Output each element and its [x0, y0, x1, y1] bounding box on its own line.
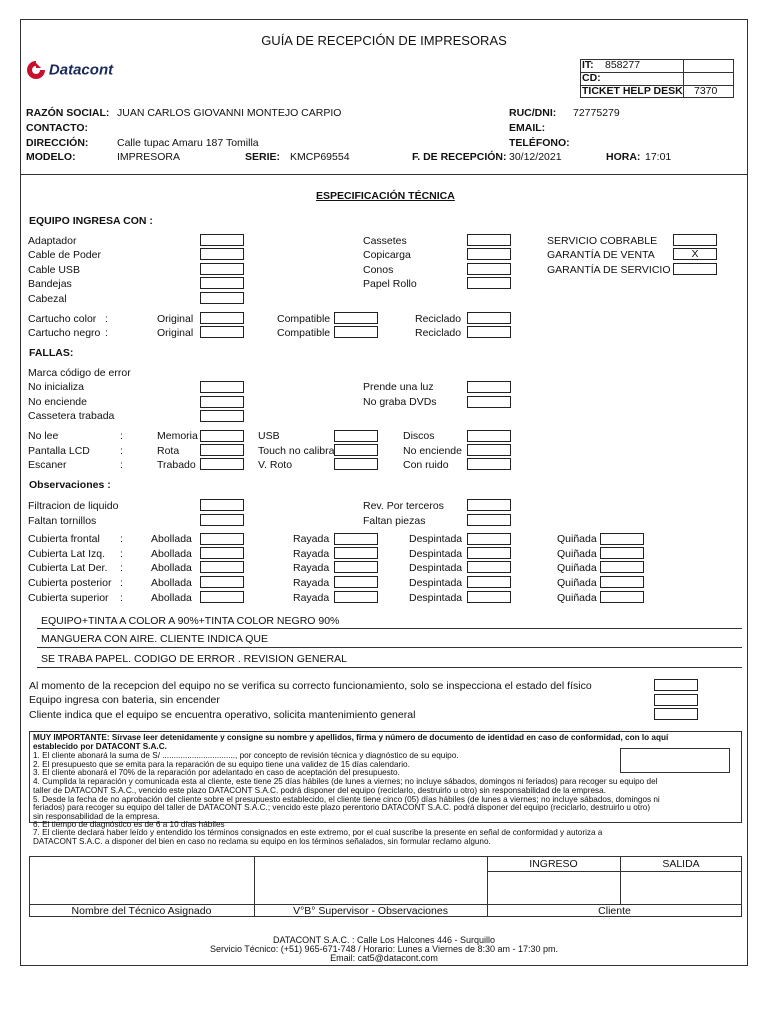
check-box[interactable]	[334, 533, 378, 545]
garantia-venta-label: GARANTÍA DE VENTA	[547, 249, 655, 261]
important-item: sin responsabilidad de la empresa.	[33, 812, 160, 821]
falla-grid-label: Escaner	[28, 459, 67, 471]
cartucho-original: Original	[157, 327, 194, 339]
check-box[interactable]	[334, 458, 378, 470]
check-box[interactable]	[200, 499, 244, 511]
colon: :	[120, 445, 123, 457]
important-item: 3. El cliente abonará el 70% de la reparación por adelantado en caso de aceptación del presupuesto.	[33, 768, 400, 777]
garantia-servicio-box[interactable]	[673, 263, 717, 275]
falla-grid-c: Discos	[403, 430, 435, 442]
cartucho-label: Cartucho color	[28, 313, 97, 325]
falla-grid-a: Trabado	[157, 459, 196, 471]
cartucho-reciclado: Reciclado	[415, 313, 462, 325]
check-box[interactable]	[467, 444, 511, 456]
razon-label: RAZÓN SOCIAL:	[26, 107, 110, 119]
falla-item: Prende una luz	[363, 381, 434, 393]
direccion-label: DIRECCIÓN:	[26, 137, 89, 149]
email-label: EMAIL:	[509, 122, 546, 134]
obs-item: Faltan tornillos	[28, 515, 97, 527]
garantia-venta-box[interactable]: X	[673, 248, 717, 260]
check-box[interactable]	[654, 694, 698, 706]
check-box[interactable]	[200, 248, 244, 260]
servicio-cobrable-box[interactable]	[673, 234, 717, 246]
check-box[interactable]	[600, 576, 644, 588]
fallas-title: FALLAS:	[29, 347, 74, 359]
logo-text: Datacont	[48, 61, 114, 79]
cubierta-abollada: Abollada	[151, 533, 192, 545]
colon: :	[120, 592, 123, 604]
cubierta-quinada: Quiñada	[557, 577, 597, 589]
check-box[interactable]	[200, 458, 244, 470]
obs-title: Observaciones :	[29, 479, 111, 491]
colon: :	[120, 533, 123, 545]
check-box[interactable]	[654, 679, 698, 691]
obs-item: Filtracion de liquido	[28, 500, 119, 512]
telefono-label: TELÉFONO:	[509, 137, 570, 149]
check-box[interactable]	[467, 499, 511, 511]
datacont-logo	[26, 60, 113, 80]
check-box[interactable]	[654, 708, 698, 720]
status-line: Al momento de la recepcion del equipo no se verifica su correcto funcionamiento, solo se inspecciona el estado del físico	[29, 680, 592, 692]
important-item: 5. Desde la fecha de no aprobación del cliente sobre el presupuesto establecido, el cliente tiene cinco (05) días hábiles (de lunes a viernes; no incluye sábados, domingos ni	[33, 795, 660, 804]
cubierta-rayada: Rayada	[293, 577, 330, 589]
check-box[interactable]	[200, 561, 244, 573]
falla-item: No graba DVDs	[363, 396, 437, 408]
cartucho-reciclado: Reciclado	[415, 327, 462, 339]
falla-item: Cassetera trabada	[28, 410, 115, 422]
check-box[interactable]	[467, 561, 511, 573]
cubierta-label: Cubierta frontal	[28, 533, 100, 545]
check-box[interactable]	[467, 396, 511, 408]
important-item: DATACONT S.A.C. a disponer del bien en caso no reclama su equipo en los términos señalados, sin formular reclamo alguno.	[33, 837, 491, 846]
check-box[interactable]	[600, 561, 644, 573]
colon: :	[120, 577, 123, 589]
cubierta-quinada: Quiñada	[557, 533, 597, 545]
servicio-cobrable-label: SERVICIO COBRABLE	[547, 235, 658, 247]
tecnico-label: Nombre del Técnico Asignado	[71, 905, 212, 917]
serie-value: KMCP69554	[290, 151, 350, 163]
page-title: GUÍA DE RECEPCIÓN DE IMPRESORAS	[261, 33, 507, 48]
equipo-item: Conos	[363, 264, 394, 276]
check-box[interactable]	[467, 576, 511, 588]
cubierta-despintada: Despintada	[409, 533, 463, 545]
datacont-logo-icon	[26, 60, 46, 80]
colon: :	[120, 430, 123, 442]
cartucho-compatible: Compatible	[277, 327, 331, 339]
cubierta-quinada: Quiñada	[557, 592, 597, 604]
falla-grid-c: Con ruido	[403, 459, 449, 471]
equipo-item: Bandejas	[28, 278, 72, 290]
cubierta-abollada: Abollada	[151, 548, 192, 560]
check-box[interactable]	[200, 444, 244, 456]
colon: :	[105, 327, 108, 339]
obs-item: Rev. Por terceros	[363, 500, 444, 512]
equipo-item: Cable USB	[28, 264, 80, 276]
hora-label: HORA:	[606, 151, 641, 163]
check-box[interactable]	[334, 561, 378, 573]
cliente-label: Cliente	[598, 905, 631, 917]
check-box[interactable]	[200, 591, 244, 603]
contacto-label: CONTACTO:	[26, 122, 89, 134]
check-box[interactable]	[467, 277, 511, 289]
razon-value: JUAN CARLOS GIOVANNI MONTEJO CARPIO	[117, 107, 342, 119]
check-box[interactable]	[200, 234, 244, 246]
hora-value: 17:01	[645, 151, 672, 163]
ticket-label: TICKET HELP DESK	[582, 85, 683, 97]
cubierta-rayada: Rayada	[293, 533, 330, 545]
check-box[interactable]	[467, 312, 511, 324]
cubierta-despintada: Despintada	[409, 577, 463, 589]
important-heading-2: establecido por DATACONT S.A.C.	[33, 742, 167, 751]
cubierta-abollada: Abollada	[151, 577, 192, 589]
falla-grid-a: Memoria	[157, 430, 198, 442]
spec-title: ESPECIFICACIÓN TÉCNICA	[316, 190, 455, 202]
cd-label: CD:	[582, 72, 601, 84]
supervisor-label: V°B° Supervisor - Observaciones	[293, 905, 448, 917]
equipo-item: Cassetes	[363, 235, 407, 247]
falla-grid-b: USB	[258, 430, 280, 442]
header-divider	[20, 174, 748, 175]
important-item: 4. Cumplida la reparación y comunicada esta al cliente, este tiene 25 días hábiles (de lunes a viernes; no incluye sábados, domingos ni feriados) para recoger su equipo del	[33, 777, 658, 786]
footer-line: DATACONT S.A.C. : Calle Los Halcones 446 - Surquillo	[272, 935, 496, 945]
falla-item: No enciende	[28, 396, 87, 408]
falla-grid-b: V. Roto	[258, 459, 293, 471]
serie-label: SERIE:	[245, 151, 281, 163]
equipo-title: EQUIPO INGRESA CON :	[29, 215, 153, 227]
check-box[interactable]	[467, 234, 511, 246]
direccion-value: Calle tupac Amaru 187 Tomilla	[117, 137, 259, 149]
status-line: Equipo ingresa con bateria, sin encender	[29, 694, 220, 706]
check-box[interactable]	[200, 381, 244, 393]
cubierta-label: Cubierta Lat Izq.	[28, 548, 106, 560]
colon: :	[120, 459, 123, 471]
check-box[interactable]	[467, 591, 511, 603]
check-box[interactable]	[200, 396, 244, 408]
modelo-value: IMPRESORA	[117, 151, 181, 163]
signature-box[interactable]	[620, 748, 730, 773]
colon: :	[120, 548, 123, 560]
check-box[interactable]	[200, 326, 244, 338]
check-box[interactable]	[334, 430, 378, 442]
cubierta-quinada: Quiñada	[557, 548, 597, 560]
falla-grid-b: Touch no calibra	[258, 445, 335, 457]
fecha-value: 30/12/2021	[509, 151, 562, 163]
check-box[interactable]	[467, 533, 511, 545]
check-box[interactable]	[334, 326, 378, 338]
check-box[interactable]	[200, 263, 244, 275]
check-box[interactable]	[200, 312, 244, 324]
note-line: MANGUERA CON AIRE. CLIENTE INDICA QUE	[41, 633, 268, 645]
salida-label: SALIDA	[662, 858, 700, 870]
cubierta-label: Cubierta superior	[28, 592, 109, 604]
cartucho-original: Original	[157, 313, 194, 325]
equipo-item: Cable de Poder	[28, 249, 101, 261]
check-box[interactable]	[200, 547, 244, 559]
cubierta-despintada: Despintada	[409, 548, 463, 560]
cubierta-abollada: Abollada	[151, 592, 192, 604]
falla-item: No inicializa	[28, 381, 85, 393]
check-box[interactable]	[334, 591, 378, 603]
check-box[interactable]	[467, 430, 511, 442]
cubierta-rayada: Rayada	[293, 562, 330, 574]
check-box[interactable]	[334, 312, 378, 324]
cartucho-compatible: Compatible	[277, 313, 331, 325]
important-item: 6. El tiempo de diagnóstico es de 6 a 10 días hábiles	[33, 820, 225, 829]
garantia-servicio-label: GARANTÍA DE SERVICIO	[547, 264, 671, 276]
check-box[interactable]	[200, 277, 244, 289]
check-box[interactable]	[467, 547, 511, 559]
check-box[interactable]	[200, 514, 244, 526]
check-box[interactable]	[200, 533, 244, 545]
check-box[interactable]	[334, 547, 378, 559]
important-item: taller de DATACONT S.A.C., vencido este plazo DATACONT S.A.C. podrá disponer del equipo (reciclarlo, destruirlo u otro) sin responsabilidad de la empresa.	[33, 786, 606, 795]
note-line: SE TRABA PAPEL. CODIGO DE ERROR . REVISION GENERAL	[41, 653, 347, 665]
colon: :	[120, 562, 123, 574]
ingreso-label: INGRESO	[529, 858, 578, 870]
check-box[interactable]	[600, 591, 644, 603]
note-line: EQUIPO+TINTA A COLOR A 90%+TINTA COLOR NEGRO 90%	[41, 615, 340, 627]
ticket-value: 7370	[694, 85, 718, 97]
falla-grid-c: No enciende	[403, 445, 462, 457]
colon: :	[105, 313, 108, 325]
check-box[interactable]	[467, 248, 511, 260]
cubierta-rayada: Rayada	[293, 548, 330, 560]
obs-item: Faltan piezas	[363, 515, 426, 527]
check-box[interactable]	[467, 326, 511, 338]
ruc-label: RUC/DNI:	[509, 107, 557, 119]
check-box[interactable]	[334, 444, 378, 456]
equipo-item: Copicarga	[363, 249, 411, 261]
check-box[interactable]	[600, 547, 644, 559]
check-box[interactable]	[200, 430, 244, 442]
status-line: Cliente indica que el equipo se encuentra operativo, solicita mantenimiento general	[29, 709, 416, 721]
equipo-item: Cabezal	[28, 293, 67, 305]
cubierta-despintada: Despintada	[409, 592, 463, 604]
important-item: 7. El cliente declara haber leído y entendido los términos consignados en este extremo, por el cual suscribe la presente en señal de conformidad y autoriza a	[33, 828, 603, 837]
fallas-marca: Marca código de error	[28, 367, 131, 379]
important-heading: MUY IMPORTANTE: Sírvase leer detenidamente y consigne su nombre y apellidos, firma y número de documento de identidad en caso de conformidad, con lo aquí	[33, 733, 669, 742]
cubierta-rayada: Rayada	[293, 592, 330, 604]
falla-grid-label: Pantalla LCD	[28, 445, 90, 457]
check-box[interactable]	[467, 263, 511, 275]
check-box[interactable]	[200, 410, 244, 422]
footer-line: Email: cat5@datacont.com	[330, 953, 438, 963]
check-box[interactable]	[467, 514, 511, 526]
it-label: IT:	[582, 59, 594, 71]
cubierta-quinada: Quiñada	[557, 562, 597, 574]
check-box[interactable]	[467, 458, 511, 470]
cubierta-label: Cubierta Lat Der.	[28, 562, 108, 574]
cubierta-abollada: Abollada	[151, 562, 192, 574]
important-item: 1. El cliente abonará la suma de S/ ................................, por concepto de revisión técnica y diagnóstico de su equipo.	[33, 751, 459, 760]
falla-grid-label: No lee	[28, 430, 59, 442]
cubierta-label: Cubierta posterior	[28, 577, 112, 589]
modelo-label: MODELO:	[26, 151, 76, 163]
fecha-label: F. DE RECEPCIÓN:	[412, 151, 507, 163]
check-box[interactable]	[334, 576, 378, 588]
important-item: feriados) para recoger su equipo del taller de DATACONT S.A.C.; vencido este plazo perentorio DATACONT S.A.C. podrá disponer del equipo (reciclarlo, destruirlo u otro)	[33, 803, 651, 812]
check-box[interactable]	[600, 533, 644, 545]
cubierta-despintada: Despintada	[409, 562, 463, 574]
footer-line: Servicio Técnico: (+51) 965-671-748 / Horario: Lunes a Viernes de 8:30 am - 17:30 pm.	[209, 944, 559, 954]
important-item: 2. El presupuesto que se emita para la reparación de su equipo tiene una validez de 15 días calendario.	[33, 760, 410, 769]
check-box[interactable]	[200, 292, 244, 304]
ruc-value: 72775279	[573, 107, 620, 119]
falla-grid-a: Rota	[157, 445, 180, 457]
it-value: 858277	[605, 59, 641, 71]
equipo-item: Papel Rollo	[363, 278, 417, 290]
equipo-item: Adaptador	[28, 235, 77, 247]
check-box[interactable]	[467, 381, 511, 393]
cartucho-label: Cartucho negro	[28, 327, 101, 339]
check-box[interactable]	[200, 576, 244, 588]
